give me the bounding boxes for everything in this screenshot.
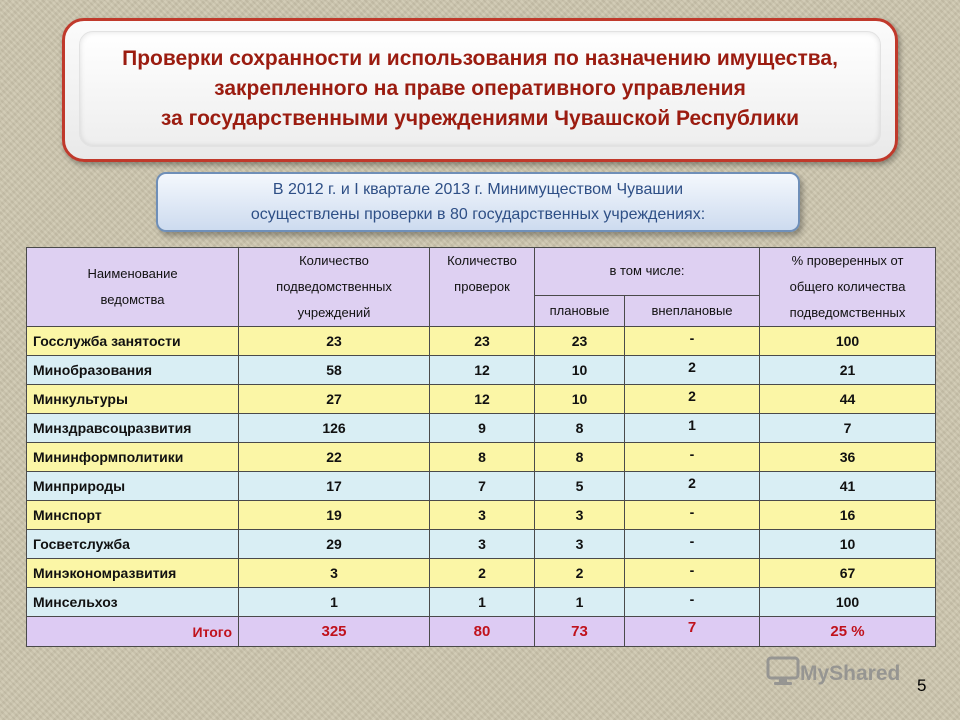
cell-checks: 1 — [430, 588, 535, 617]
cell-percent: 36 — [760, 443, 936, 472]
header-percent-line: % проверенных от — [791, 253, 904, 268]
title-line-3: за государственными учреждениями Чувашской Республики — [160, 107, 800, 130]
cell-subordinate: 22 — [239, 443, 430, 472]
table-row — [27, 472, 936, 501]
cell-subordinate: 1 — [239, 588, 430, 617]
title-line-2: закрепленного на праве оперативного управления — [214, 77, 746, 100]
header-percent — [760, 248, 936, 327]
cell-unplanned: - — [625, 588, 760, 617]
cell-checks: 8 — [430, 443, 535, 472]
header-subordinate-line: Количество — [299, 253, 369, 268]
monitor-icon — [766, 656, 800, 692]
header-unplanned: внеплановые — [625, 295, 760, 326]
header-percent-line: общего количества — [789, 279, 906, 294]
cell-percent: 44 — [760, 385, 936, 414]
table-row — [27, 327, 936, 356]
cell-unplanned: 2 — [625, 356, 760, 385]
cell-checks: 2 — [430, 559, 535, 588]
cell-planned: 10 — [535, 356, 625, 385]
table-row — [27, 530, 936, 559]
subtitle-line-1: В 2012 г. и I квартале 2013 г. Минимуществом Чувашии — [272, 181, 684, 198]
table-row — [27, 559, 936, 588]
cell-checks: 3 — [430, 501, 535, 530]
header-percent-line: подведомственных — [789, 305, 906, 320]
cell-percent: 10 — [760, 530, 936, 559]
total-unplanned: 7 — [625, 617, 760, 647]
cell-unplanned: - — [625, 559, 760, 588]
total-subordinate: 325 — [239, 617, 430, 647]
total-planned: 73 — [535, 617, 625, 647]
cell-checks: 23 — [430, 327, 535, 356]
cell-unplanned: - — [625, 443, 760, 472]
cell-percent: 16 — [760, 501, 936, 530]
cell-unplanned: 1 — [625, 414, 760, 443]
total-percent: 25 % — [760, 617, 936, 647]
cell-planned: 3 — [535, 501, 625, 530]
cell-subordinate: 27 — [239, 385, 430, 414]
watermark — [766, 656, 900, 692]
header-name — [27, 248, 239, 327]
inspections-table — [26, 247, 936, 647]
cell-planned: 8 — [535, 443, 625, 472]
table-row — [27, 414, 936, 443]
cell-unplanned: - — [625, 327, 760, 356]
table-row — [27, 385, 936, 414]
header-subordinate-line: учреждений — [297, 305, 371, 320]
header-subordinate-line: подведомственных — [276, 279, 392, 294]
cell-subordinate: 3 — [239, 559, 430, 588]
cell-planned: 8 — [535, 414, 625, 443]
cell-subordinate: 17 — [239, 472, 430, 501]
cell-unplanned: - — [625, 501, 760, 530]
watermark-text: MyShared — [800, 662, 901, 685]
cell-checks: 3 — [430, 530, 535, 559]
title-frame — [62, 18, 898, 162]
total-label: Итого — [27, 617, 239, 647]
cell-planned: 1 — [535, 588, 625, 617]
header-name-line: Наименование — [87, 266, 178, 281]
subtitle-box — [156, 172, 800, 232]
table-row — [27, 443, 936, 472]
header-checks-line: Количество — [447, 253, 517, 268]
cell-percent: 21 — [760, 356, 936, 385]
cell-planned: 10 — [535, 385, 625, 414]
cell-planned: 23 — [535, 327, 625, 356]
total-row — [27, 617, 936, 647]
cell-name: Госветслужба — [27, 530, 239, 559]
cell-name: Минкультуры — [27, 385, 239, 414]
cell-percent: 100 — [760, 588, 936, 617]
header-including: в том числе: — [535, 248, 760, 296]
table-row — [27, 588, 936, 617]
cell-checks: 9 — [430, 414, 535, 443]
title-line-1: Проверки сохранности и использования по назначению имущества, — [122, 47, 838, 70]
cell-name: Минэкономразвития — [27, 559, 239, 588]
cell-name: Минспорт — [27, 501, 239, 530]
header-planned: плановые — [535, 295, 625, 326]
cell-subordinate: 29 — [239, 530, 430, 559]
table-row — [27, 501, 936, 530]
cell-name: Мининформполитики — [27, 443, 239, 472]
cell-percent: 41 — [760, 472, 936, 501]
header-checks-line: проверок — [454, 279, 510, 294]
cell-name: Госслужба занятости — [27, 327, 239, 356]
cell-name: Минприроды — [27, 472, 239, 501]
cell-planned: 3 — [535, 530, 625, 559]
cell-planned: 5 — [535, 472, 625, 501]
cell-subordinate: 19 — [239, 501, 430, 530]
cell-name: Минздравсоцразвития — [27, 414, 239, 443]
cell-unplanned: 2 — [625, 472, 760, 501]
cell-percent: 67 — [760, 559, 936, 588]
cell-subordinate: 126 — [239, 414, 430, 443]
cell-checks: 7 — [430, 472, 535, 501]
subtitle-line-2: осуществлены проверки в 80 государственных учреждениях: — [250, 206, 706, 223]
cell-checks: 12 — [430, 385, 535, 414]
cell-subordinate: 23 — [239, 327, 430, 356]
cell-checks: 12 — [430, 356, 535, 385]
header-name-line: ведомства — [100, 292, 165, 307]
total-checks: 80 — [430, 617, 535, 647]
page-number: 5 — [917, 676, 927, 695]
cell-unplanned: 2 — [625, 385, 760, 414]
table-row — [27, 356, 936, 385]
cell-name: Минсельхоз — [27, 588, 239, 617]
cell-percent: 100 — [760, 327, 936, 356]
cell-percent: 7 — [760, 414, 936, 443]
header-subordinate — [239, 248, 430, 327]
cell-planned: 2 — [535, 559, 625, 588]
title-panel — [79, 31, 881, 147]
header-checks — [430, 248, 535, 327]
cell-unplanned: - — [625, 530, 760, 559]
cell-name: Минобразования — [27, 356, 239, 385]
cell-subordinate: 58 — [239, 356, 430, 385]
